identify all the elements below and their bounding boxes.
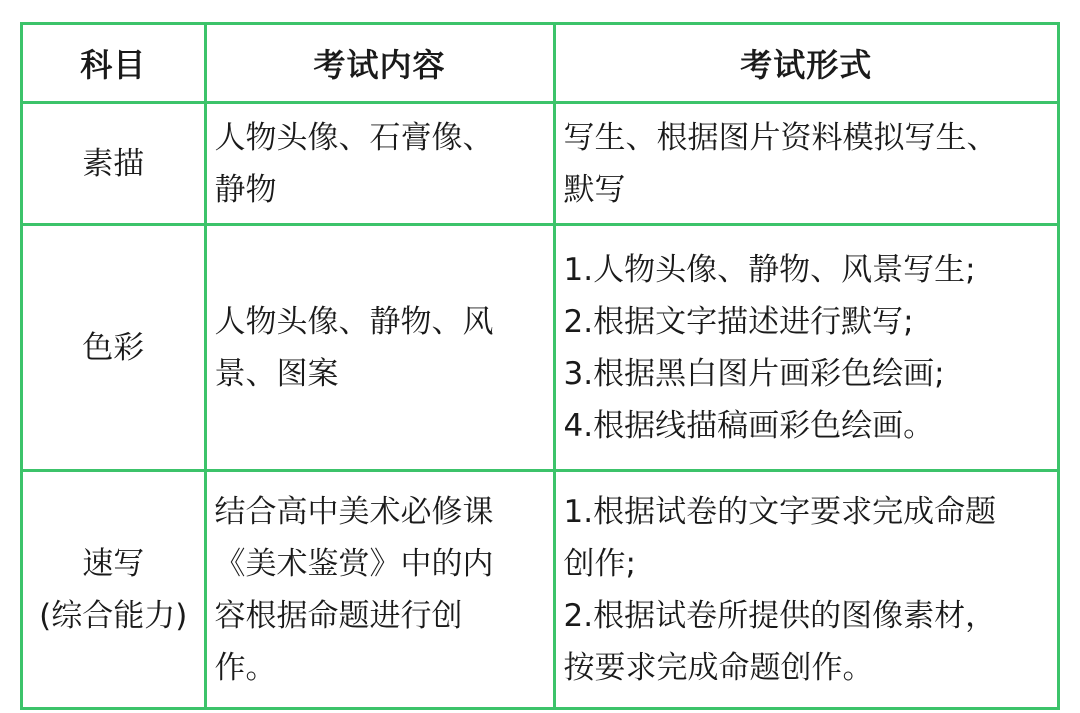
table-row bbox=[22, 471, 1059, 709]
subject-cell bbox=[22, 471, 206, 709]
form-text: 3.根据黑白图片画彩色绘画; bbox=[563, 355, 945, 392]
content-text: 作。 bbox=[214, 649, 277, 686]
content-text: 人物头像、静物、风 bbox=[214, 303, 494, 340]
content-text: 景、图案 bbox=[214, 355, 339, 392]
exam-table bbox=[20, 22, 1060, 710]
form-text: 按要求完成命题创作。 bbox=[563, 649, 874, 686]
header-content: 考试内容 bbox=[205, 24, 554, 103]
form-text: 默写 bbox=[563, 171, 626, 208]
form-text: 4.根据线描稿画彩色绘画。 bbox=[563, 407, 935, 444]
content-text: 容根据命题进行创 bbox=[214, 597, 463, 634]
form-text: 1.根据试卷的文字要求完成命题 bbox=[563, 493, 997, 530]
form-text: 创作; bbox=[563, 545, 636, 582]
subject-text: 色彩 bbox=[82, 329, 145, 366]
subject-cell bbox=[22, 103, 206, 225]
header-form: 考试形式 bbox=[554, 24, 1058, 103]
subject-cell bbox=[22, 225, 206, 471]
form-cell bbox=[554, 471, 1058, 709]
subject-text: 速写 bbox=[82, 545, 145, 582]
content-cell bbox=[205, 225, 554, 471]
content-cell bbox=[205, 103, 554, 225]
subject-subtext: (综合能力) bbox=[39, 597, 188, 634]
content-text: 结合高中美术必修课 bbox=[214, 493, 494, 530]
form-text: 2.根据文字描述进行默写; bbox=[563, 303, 914, 340]
content-cell bbox=[205, 471, 554, 709]
header-subject: 科目 bbox=[22, 24, 206, 103]
form-cell bbox=[554, 225, 1058, 471]
content-text: 静物 bbox=[214, 171, 277, 208]
content-text: 《美术鉴赏》中的内 bbox=[214, 545, 494, 582]
form-text: 2.根据试卷所提供的图像素材， bbox=[563, 597, 997, 634]
content-text: 人物头像、石膏像、 bbox=[214, 119, 494, 156]
subject-text: 素描 bbox=[82, 145, 145, 182]
form-cell bbox=[554, 103, 1058, 225]
form-text: 写生、根据图片资料模拟写生、 bbox=[563, 119, 998, 156]
table-row bbox=[22, 103, 1059, 225]
table-row bbox=[22, 225, 1059, 471]
form-text: 1.人物头像、静物、风景写生; bbox=[563, 251, 976, 288]
header-row bbox=[22, 24, 1059, 103]
